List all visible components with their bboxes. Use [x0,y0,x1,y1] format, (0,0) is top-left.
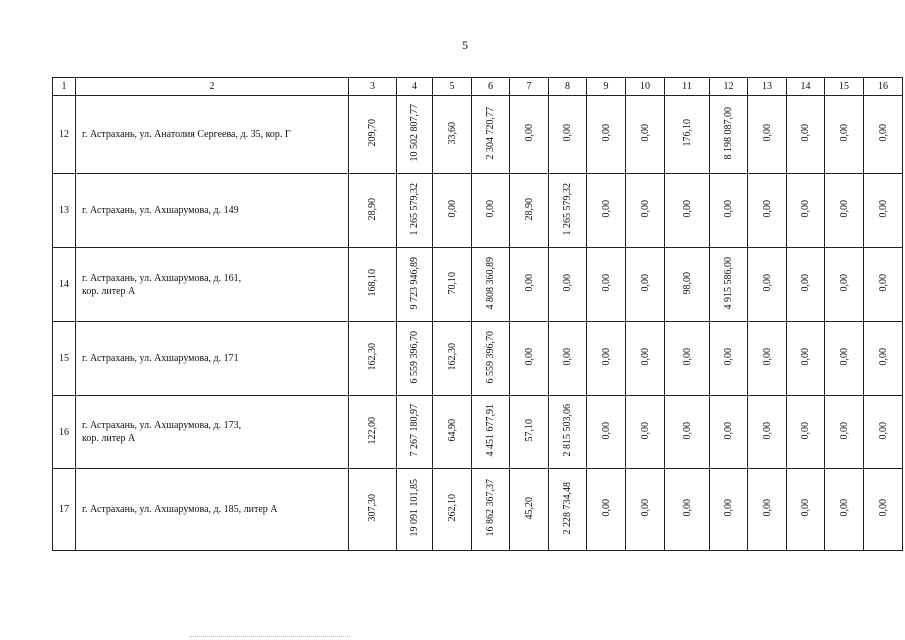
value-text: 28,90 [367,197,378,221]
row-number: 13 [53,174,76,248]
value-text: 0,00 [523,274,535,292]
scan-artifact [190,636,350,638]
value-cell-col-15 [825,469,864,551]
value-text: 0,00 [562,274,573,292]
value-text: 9 723 946,89 [409,256,420,310]
column-number-13: 13 [748,78,787,96]
value-cell-col-11 [665,396,710,469]
value-cell-col-8 [549,322,587,396]
value-text: 0,00 [838,274,850,292]
address-line: г. Астрахань, ул. Ахшарумова, д. 171 [82,353,239,364]
address-cell [76,396,349,469]
value-text: 16 862 367,37 [485,479,496,537]
value-text: 0,00 [877,348,889,366]
value-text: 0,00 [838,200,850,218]
value-cell-col-7 [510,174,549,248]
row-number: 15 [53,322,76,396]
value-text: 6 559 396,70 [485,330,496,384]
value-cell-col-12 [710,174,748,248]
value-cell-col-8 [549,174,587,248]
value-text: 98,00 [681,271,693,295]
value-text: 8 198 087,00 [723,106,734,160]
value-text: 0,00 [600,274,612,292]
value-text: 122,00 [367,416,378,445]
column-number-6: 6 [472,78,510,96]
value-text: 33,60 [446,121,458,145]
value-text: 0,00 [639,421,651,440]
value-cell-col-10 [626,96,665,174]
value-cell-col-16 [864,396,903,469]
table-body [53,78,903,551]
column-number-7: 7 [510,78,549,96]
value-text: 0,00 [681,200,693,218]
value-cell-col-14 [787,174,825,248]
value-text: 0,00 [800,124,811,142]
value-cell-col-4 [397,174,433,248]
value-cell-col-15 [825,96,864,174]
value-text: 262,10 [446,494,458,522]
address-line: г. Астрахань, ул. Ахшарумова, д. 173, [82,420,242,431]
value-cell-col-8 [549,396,587,469]
value-text: 0,00 [800,421,811,440]
row-number: 16 [53,396,76,469]
value-cell-col-10 [626,396,665,469]
value-cell-col-6 [472,96,510,174]
value-cell-col-9 [587,322,626,396]
value-text: 0,00 [761,348,773,366]
value-cell-col-16 [864,174,903,248]
value-cell-col-7 [510,248,549,322]
value-cell-col-9 [587,174,626,248]
value-cell-col-15 [825,396,864,469]
value-cell-col-10 [626,469,665,551]
value-text: 0,00 [761,274,773,292]
value-text: 0,00 [877,421,889,440]
page-number: 5 [462,38,468,52]
value-cell-col-14 [787,469,825,551]
value-text: 0,00 [562,348,573,366]
column-number-15: 15 [825,78,864,96]
value-cell-col-11 [665,174,710,248]
value-cell-col-9 [587,396,626,469]
address-line: г. Астрахань, ул. Ахшарумова, д. 149 [82,205,239,216]
value-cell-col-5 [433,96,472,174]
value-cell-col-7 [510,96,549,174]
value-text: 10 502 807,77 [409,104,420,162]
value-cell-col-11 [665,322,710,396]
value-cell-col-4 [397,248,433,322]
value-text: 162,30 [446,343,458,371]
column-number-14: 14 [787,78,825,96]
address-cell [76,174,349,248]
value-cell-col-15 [825,248,864,322]
value-text: 0,00 [600,200,612,218]
column-number-9: 9 [587,78,626,96]
value-cell-col-14 [787,248,825,322]
value-cell-col-7 [510,396,549,469]
address-line: г. Астрахань, ул. Ахшарумова, д. 161, [82,272,242,284]
value-cell-col-12 [710,469,748,551]
column-number-5: 5 [433,78,472,96]
value-text: 0,00 [723,499,734,517]
value-cell-col-13 [748,396,787,469]
address-cell [76,248,349,322]
value-text: 0,00 [600,421,612,440]
value-text: 0,00 [562,124,573,142]
column-number-8: 8 [549,78,587,96]
value-text: 1 265 579,32 [409,182,420,236]
address-line: г. Астрахань, ул. Ахшарумова, д. 185, литер А [82,504,278,515]
column-number-12: 12 [710,78,748,96]
value-text: 0,00 [838,348,850,366]
column-number-3: 3 [349,78,397,96]
address-line: г. Астрахань, ул. Анатолия Сергеева, д. 35, кор. Г [82,129,291,140]
value-cell-col-13 [748,322,787,396]
value-cell-col-11 [665,469,710,551]
value-text: 0,00 [600,348,612,366]
value-text: 0,00 [723,421,734,440]
value-cell-col-3 [349,174,397,248]
value-cell-col-3 [349,322,397,396]
value-text: 0,00 [800,348,811,366]
value-text: 0,00 [761,421,773,440]
table-row [53,248,903,322]
value-text: 0,00 [838,124,850,142]
value-cell-col-12 [710,322,748,396]
value-text: 0,00 [523,348,535,366]
value-cell-col-6 [472,322,510,396]
row-number: 14 [53,248,76,322]
value-text: 0,00 [723,348,734,366]
value-text: 70,10 [446,271,458,295]
value-cell-col-9 [587,469,626,551]
value-cell-col-10 [626,248,665,322]
value-cell-col-3 [349,96,397,174]
value-text: 176,10 [681,119,693,147]
value-cell-col-11 [665,248,710,322]
value-cell-col-13 [748,174,787,248]
value-cell-col-11 [665,96,710,174]
value-cell-col-6 [472,174,510,248]
value-text: 0,00 [838,421,850,440]
value-cell-col-3 [349,248,397,322]
value-text: 2 815 503,06 [562,404,573,457]
value-text: 0,00 [877,124,889,142]
value-text: 4 451 677,91 [485,404,496,457]
value-cell-col-5 [433,248,472,322]
value-text: 2 304 720,77 [485,106,496,160]
value-cell-col-12 [710,396,748,469]
value-text: 0,00 [639,124,651,142]
value-text: 0,00 [877,274,889,292]
value-text: 0,00 [800,200,811,218]
value-cell-col-15 [825,322,864,396]
value-text: 0,00 [485,200,496,218]
value-cell-col-14 [787,396,825,469]
register-table [52,77,903,551]
value-cell-col-8 [549,469,587,551]
value-cell-col-16 [864,322,903,396]
value-text: 6 559 396,70 [409,330,420,384]
value-cell-col-4 [397,322,433,396]
value-text: 0,00 [600,499,612,517]
value-text: 0,00 [600,124,612,142]
column-number-4: 4 [397,78,433,96]
table-row [53,322,903,396]
value-cell-col-6 [472,248,510,322]
value-text: 0,00 [446,200,458,218]
value-text: 0,00 [761,200,773,218]
value-cell-col-16 [864,469,903,551]
value-text: 0,00 [639,348,651,366]
row-number: 17 [53,469,76,551]
value-text: 45,20 [523,496,535,520]
value-cell-col-4 [397,469,433,551]
value-cell-col-10 [626,322,665,396]
value-cell-col-3 [349,396,397,469]
value-text: 4 808 360,89 [485,256,496,310]
table-row [53,174,903,248]
value-text: 0,00 [681,421,693,440]
value-cell-col-7 [510,469,549,551]
value-text: 307,30 [367,494,378,522]
table-row [53,396,903,469]
value-text: 162,30 [367,343,378,371]
value-text: 0,00 [877,200,889,218]
address-cell [76,469,349,551]
address-line: кор. литер А [82,433,136,444]
value-cell-col-9 [587,248,626,322]
value-cell-col-5 [433,469,472,551]
column-number-10: 10 [626,78,665,96]
value-cell-col-16 [864,96,903,174]
value-text: 7 267 180,97 [409,404,420,457]
column-number-11: 11 [665,78,710,96]
value-cell-col-5 [433,396,472,469]
value-cell-col-4 [397,96,433,174]
address-line: кор. литер А [82,285,136,297]
value-cell-col-5 [433,322,472,396]
column-number-2: 2 [76,78,349,96]
value-cell-col-13 [748,469,787,551]
value-text: 57,10 [523,419,535,442]
value-text: 0,00 [761,124,773,142]
value-text: 0,00 [639,274,651,292]
value-text: 19 091 101,85 [409,479,420,537]
value-cell-col-13 [748,96,787,174]
value-text: 1 265 579,32 [562,182,573,236]
column-number-16: 16 [864,78,903,96]
value-cell-col-14 [787,322,825,396]
table-row [53,96,903,174]
address-cell [76,322,349,396]
value-cell-col-16 [864,248,903,322]
value-cell-col-5 [433,174,472,248]
value-text: 4 915 586,00 [723,256,734,310]
value-text: 209,70 [367,119,378,147]
value-cell-col-8 [549,96,587,174]
row-number: 12 [53,96,76,174]
value-text: 0,00 [681,348,693,366]
value-cell-col-12 [710,96,748,174]
value-cell-col-3 [349,469,397,551]
value-text: 0,00 [723,200,734,218]
value-text: 28,90 [523,197,535,221]
value-text: 0,00 [523,124,535,142]
value-cell-col-15 [825,174,864,248]
value-cell-col-10 [626,174,665,248]
value-cell-col-7 [510,322,549,396]
value-cell-col-4 [397,396,433,469]
value-cell-col-12 [710,248,748,322]
value-cell-col-6 [472,396,510,469]
value-text: 0,00 [838,499,850,517]
value-cell-col-14 [787,96,825,174]
value-text: 64,90 [446,419,458,442]
column-number-1: 1 [53,78,76,96]
value-text: 0,00 [639,499,651,517]
value-text: 2 228 734,48 [562,481,573,535]
value-text: 0,00 [800,499,811,517]
column-number-row [53,78,903,96]
value-text: 0,00 [800,274,811,292]
value-text: 0,00 [877,499,889,517]
value-text: 0,00 [761,499,773,517]
address-cell [76,96,349,174]
value-cell-col-6 [472,469,510,551]
value-text: 0,00 [681,499,693,517]
table-row [53,469,903,551]
value-cell-col-9 [587,96,626,174]
value-text: 168,10 [367,269,378,297]
value-text: 0,00 [639,200,651,218]
value-cell-col-8 [549,248,587,322]
value-cell-col-13 [748,248,787,322]
